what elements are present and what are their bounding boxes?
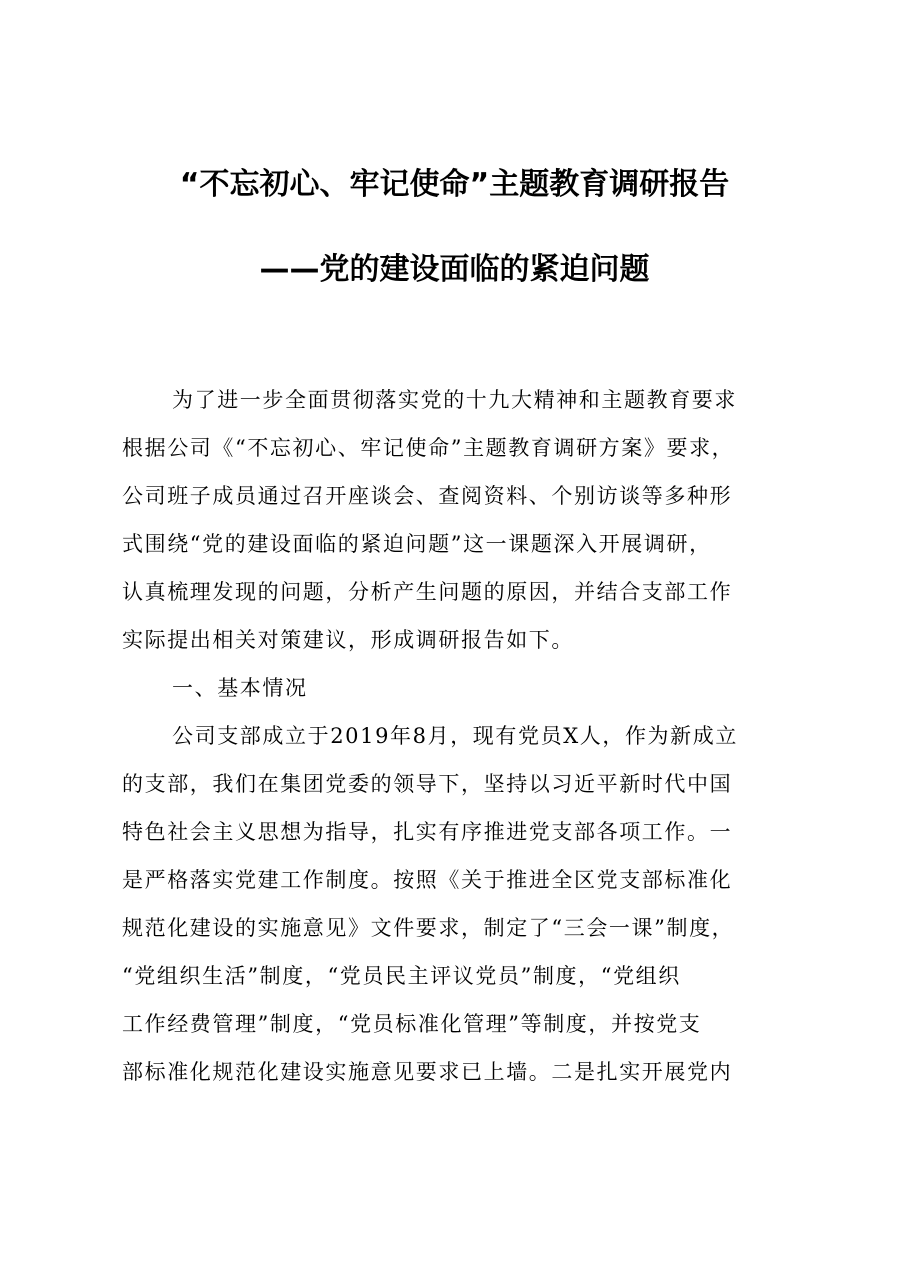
intro-line: 公司班子成员通过召开座谈会、查阅资料、个别访谈等多种形 <box>122 484 733 508</box>
body-line: 公司支部成立于2019年8月，现有党员X人，作为新成立 <box>172 724 738 748</box>
body-line: 特色社会主义思想为指导，扎实有序推进党支部各项工作。一 <box>122 820 733 844</box>
body-line: 工作经费管理”制度，“党员标准化管理”等制度，并按党支 <box>122 1012 702 1036</box>
intro-line: 式围绕“党的建设面临的紧迫问题”这一课题深入开展调研， <box>122 532 712 556</box>
intro-line: 认真梳理发现的问题，分析产生问题的原因，并结合支部工作 <box>122 580 733 604</box>
body-line: 是严格落实党建工作制度。按照《关于推进全区党支部标准化 <box>122 868 733 892</box>
body-line: 规范化建设的实施意见》文件要求，制定了“三会一课”制度， <box>122 916 735 940</box>
section-heading: 一、基本情况 <box>172 676 308 700</box>
body-line: 的支部，我们在集团党委的领导下，坚持以习近平新时代中国 <box>122 772 733 796</box>
intro-line: 为了进一步全面贯彻落实党的十九大精神和主题教育要求 <box>172 388 737 412</box>
intro-line: 根据公司《“不忘初心、牢记使命”主题教育调研方案》要求， <box>122 436 735 460</box>
body-line: 部标准化规范化建设实施意见要求已上墙。二是扎实开展党内 <box>122 1060 733 1084</box>
document-title: “不忘初心、牢记使命”主题教育调研报告 <box>179 167 730 202</box>
intro-line: 实际提出相关对策建议，形成调研报告如下。 <box>122 628 574 652</box>
body-line: “党组织生活”制度，“党员民主评议党员”制度，“党组织 <box>122 964 681 988</box>
document-subtitle: ——党的建设面临的紧迫问题 <box>259 252 650 287</box>
